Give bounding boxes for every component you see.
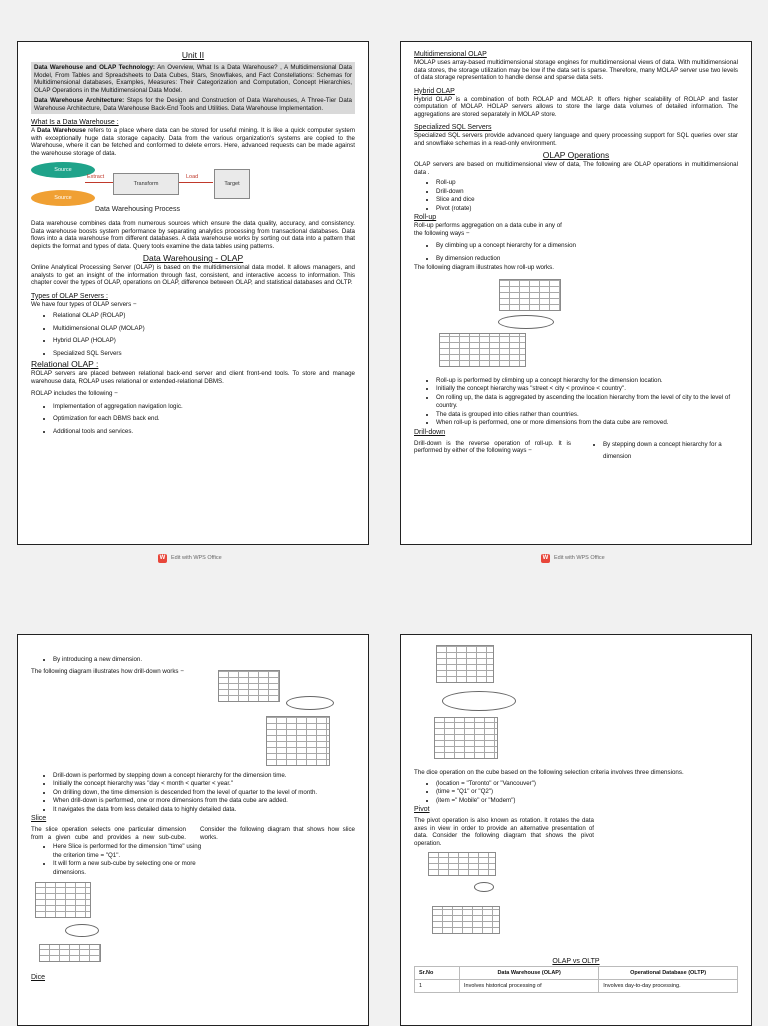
list-item: • Specialized SQL Servers: [53, 348, 355, 361]
rolap-paragraph: ROLAP servers are placed between relational back-end server and client front-end tools. To store and manage warehouse data, ROLAP uses relational or extended-relational DBMS.: [31, 370, 355, 385]
cube-shape: [428, 852, 496, 876]
drill-ways-cont: [31, 656, 355, 665]
list-item: • Additional tools and services.: [53, 426, 355, 439]
drill-diagram-row: [31, 668, 355, 770]
types-list: [31, 310, 355, 360]
cube-shape: [266, 716, 330, 766]
cube-shape: [432, 906, 500, 934]
table-cell: 1: [415, 980, 460, 993]
combine-paragraph: Data warehouse combines data from numerous sources which ensure the data quality, accuracy, and consistency. Data warehouse boosts system performance by separating analytics processing from transactional databases. Data flows into a data warehouse from different databases. A data warehouse works by sorting out data into a pattern that depicts the format and types of data. Query tools examine the data tables using patterns.: [31, 220, 355, 250]
page-4: [400, 634, 752, 1026]
rollup-diagram-intro: The following diagram illustrates how roll-up works.: [414, 264, 554, 271]
slice-heading: Slice: [31, 815, 47, 822]
cube-shape: [499, 279, 561, 311]
list-item: • Relational OLAP (ROLAP): [53, 310, 355, 323]
list-item: • It will form a new sub-cube by selecting one or more dimensions.: [53, 860, 203, 877]
topics1-body: An Overview, What Is a Data Warehouse? , A Multidimensional Data Model, From Tables and Spreadsheets to Data Cubes, Stars, Snowflakes, and Fact Constellations: Schemas for Multidimensional databases, Examples, Measures: Their Categorization and Computation, Concept Hierarchies, OLAP Operations in the Multidimensional Data Model.: [34, 64, 352, 95]
dice-paragraph: The dice operation on the cube based on the following selection criteria involves three dimensions.: [414, 769, 684, 776]
wps-icon: W: [542, 555, 549, 561]
cube-shape: [218, 670, 280, 702]
rolap-heading: Relational OLAP :: [31, 359, 99, 370]
dice-oval: [442, 691, 516, 711]
table-header: Sr.No: [415, 967, 460, 980]
drill-heading: Drill-down: [414, 428, 446, 436]
list-item: • On rolling up, the data is aggregated by ascending the location hierarchy from the level of city to the level of country.: [436, 394, 738, 411]
rollup-ways: [414, 240, 586, 265]
source-oval-1: Source: [31, 162, 95, 178]
list-item: • (location = "Toronto" or "Vancouver"): [436, 780, 738, 789]
list-item: • Initially the concept hierarchy was "street < city < province < country".: [436, 385, 738, 394]
cube-shape: [434, 717, 498, 759]
rollup-heading: Roll-up: [414, 214, 437, 221]
load-arrow: [179, 182, 213, 183]
table-header: Data Warehouse (OLAP): [460, 967, 599, 980]
what-is-heading: What Is a Data Warehouse :: [31, 119, 119, 127]
cube-shape: [436, 645, 494, 683]
extract-label: Extract: [87, 174, 105, 181]
list-item: • By stepping down a concept hierarchy for a dimension: [603, 439, 738, 464]
olap-heading: Data Warehousing - OLAP: [142, 253, 244, 264]
sql-paragraph: Specialized SQL servers provide advanced query language and query processing support for SQL queries over star and snowflake schemas in a read-only environment.: [414, 132, 738, 147]
target-box: Target: [214, 169, 250, 199]
cube-shape: [439, 333, 526, 367]
pivot-heading: Pivot: [414, 806, 430, 813]
pivot-oval: [474, 882, 494, 892]
dice-diagram: [414, 643, 738, 761]
wps-icon: W: [159, 555, 166, 561]
page-3: [17, 634, 369, 1026]
cube-shape: [35, 882, 91, 918]
list-item: • Initially the concept hierarchy was "day < month < quarter < year.": [53, 780, 355, 789]
ops-list: [414, 179, 738, 213]
list-item: • Roll-up: [436, 179, 738, 188]
list-item: • The data is grouped into cities rather than countries.: [436, 411, 738, 420]
pivot-paragraph: The pivot operation is also known as rotation. It rotates the data axes in view in order to provide an alternative presentation of data. Consider the following diagram that shows the pivot operation.: [414, 817, 594, 847]
pivot-diagram: [414, 850, 738, 954]
list-item: • Multidimensional OLAP (MOLAP): [53, 323, 355, 336]
transform-box: Transform: [113, 173, 179, 195]
page-2: [400, 41, 752, 545]
list-item: • Drill-down: [436, 188, 738, 197]
slice-paragraph: The slice operation selects one particular dimension from a given cube and provides a new sub-cube. Consider the following diagram that shows how slice works.: [31, 826, 355, 841]
drill-oval: [286, 696, 334, 710]
diagram-caption: Data Warehousing Process: [95, 206, 180, 214]
vs-heading: OLAP vs OLTP: [552, 958, 600, 965]
list-item: • Here Slice is performed for the dimension "time" using the criterion time = "Q1".: [53, 843, 203, 860]
molap-heading: Multidimensional OLAP: [414, 51, 487, 58]
topics1-head: Data Warehouse and OLAP Technology:: [34, 64, 155, 71]
drill-ways: [581, 439, 738, 464]
slice-list: [31, 843, 203, 877]
drill-paragraph: Drill-down is the reverse operation of roll-up. It is performed by either of the following ways −: [414, 439, 571, 454]
sql-heading: Specialized SQL Servers: [414, 124, 492, 131]
rolap-list: [31, 401, 355, 439]
list-item: • When roll-up is performed, one or more dimensions from the data cube are removed.: [436, 419, 738, 428]
list-item: • It navigates the data from less detailed data to highly detailed data.: [53, 806, 355, 815]
table-cell: Involves historical processing of: [460, 980, 599, 993]
types-heading: Types of OLAP Servers :: [31, 292, 108, 300]
dice-list: [414, 780, 738, 806]
cube-shape: [39, 944, 101, 962]
list-item: • Roll-up is performed by climbing up a concept hierarchy for the dimension location.: [436, 377, 738, 386]
slice-section: [31, 826, 355, 980]
drill-diagram-intro: The following diagram illustrates how drill-down works −: [31, 667, 184, 675]
list-item: • Optimization for each DBMS back end.: [53, 413, 355, 426]
list-item: • Pivot (rotate): [436, 205, 738, 214]
load-label: Load: [186, 174, 199, 181]
list-item: • By introducing a new dimension.: [53, 656, 355, 665]
list-item: • Slice and dice: [436, 196, 738, 205]
drill-columns: [414, 437, 738, 467]
table-header: Operational Database (OLTP): [599, 967, 738, 980]
extract-arrow: [85, 182, 113, 183]
ops-heading: OLAP Operations: [542, 150, 610, 160]
table-header-row: [415, 967, 738, 980]
holap-paragraph: Hybrid OLAP is a combination of both ROLAP and MOLAP. It offers higher scalability of ROLAP and faster computation of MOLAP. HOLAP servers allows to store the large data volumes of detailed information. The aggregations are stored separately in MOLAP store.: [414, 95, 738, 118]
page-1: [17, 41, 369, 545]
list-item: • When drill-down is performed, one or more dimensions from the data cube are added.: [53, 797, 355, 806]
list-item: • Hybrid OLAP (HOLAP): [53, 335, 355, 348]
ops-paragraph: OLAP servers are based on multidimensional view of data, The following are OLAP operations in multidimensional data .: [414, 161, 738, 176]
list-item: • By climbing up a concept hierarchy for a dimension: [436, 240, 586, 253]
topics2-body: Steps for the Design and Construction of Data Warehouses, A Three-Tier Data Warehouse Architecture, Data Warehouse Back-End Tools and Utilities. Data Warehouse Implementation.: [34, 96, 352, 112]
rollup-diagram: [414, 275, 738, 375]
unit-title: Unit II: [181, 50, 205, 60]
table-cell: Involves day-to-day processing.: [599, 980, 738, 993]
list-item: • Implementation of aggregation navigation logic.: [53, 401, 355, 414]
table-row: [415, 980, 738, 993]
list-item: • By dimension reduction: [436, 253, 586, 266]
list-item: • (time = "Q1" or "Q2"): [436, 788, 738, 797]
slice-diagram: [31, 880, 181, 980]
olap-paragraph: Online Analytical Processing Server (OLAP) is based on the multidimensional data model. It allows managers, and analysts to get an insight of the information through fast, consistent, and interactive access to information. This chapter cover the types of OLAP, operations on OLAP, difference between OLAP, and statistical databases and OLTP.: [31, 264, 355, 287]
source-oval-2: Source: [31, 190, 95, 206]
list-item: • On drilling down, the time dimension is descended from the level of quarter to the level of month.: [53, 789, 355, 798]
drilldown-diagram: [198, 668, 355, 770]
drill-points: [31, 772, 355, 815]
molap-paragraph: MOLAP uses array-based multidimensional storage engines for multidimensional views of data. With multidimensional data stores, the storage utilization may be low if the data set is sparse. Therefore, many MOLAP server use two levels of data storage representation to handle dense and sparse data sets.: [414, 59, 738, 81]
topics2-head: Data Warehouse Architecture:: [34, 96, 125, 104]
dice-heading: Dice: [31, 974, 46, 981]
rollup-oval: [498, 315, 554, 329]
list-item: • (item =" Mobile" or "Modem"): [436, 797, 738, 806]
footer-left[interactable]: W Edit with WPS Office: [159, 555, 222, 561]
holap-heading: Hybrid OLAP: [414, 87, 455, 95]
warehousing-process-diagram: [31, 160, 355, 216]
olap-vs-oltp-table: [414, 966, 738, 993]
rollup-paragraph: Roll-up performs aggregation on a data cube in any of the following ways −: [414, 222, 562, 237]
slice-oval: [65, 924, 99, 937]
types-intro: We have four types of OLAP servers −: [31, 300, 137, 308]
rollup-points: [414, 377, 738, 428]
footer-right[interactable]: W Edit with WPS Office: [542, 555, 605, 561]
rolap-includes: ROLAP includes the following −: [31, 390, 118, 398]
what-is-paragraph: A Data Warehouse refers to a place where data can be stored for useful mining. It is like a quick computer system with exceptionally huge data storage capacity. Data from the various organization's systems are copied to the Warehouse, where it can be fetched and conformed to delete errors. Here, advanced requests can be made against the warehouse storage of data.: [31, 127, 355, 157]
syllabus-box: [31, 62, 355, 114]
list-item: • Drill-down is performed by stepping down a concept hierarchy for the dimension time.: [53, 772, 355, 781]
